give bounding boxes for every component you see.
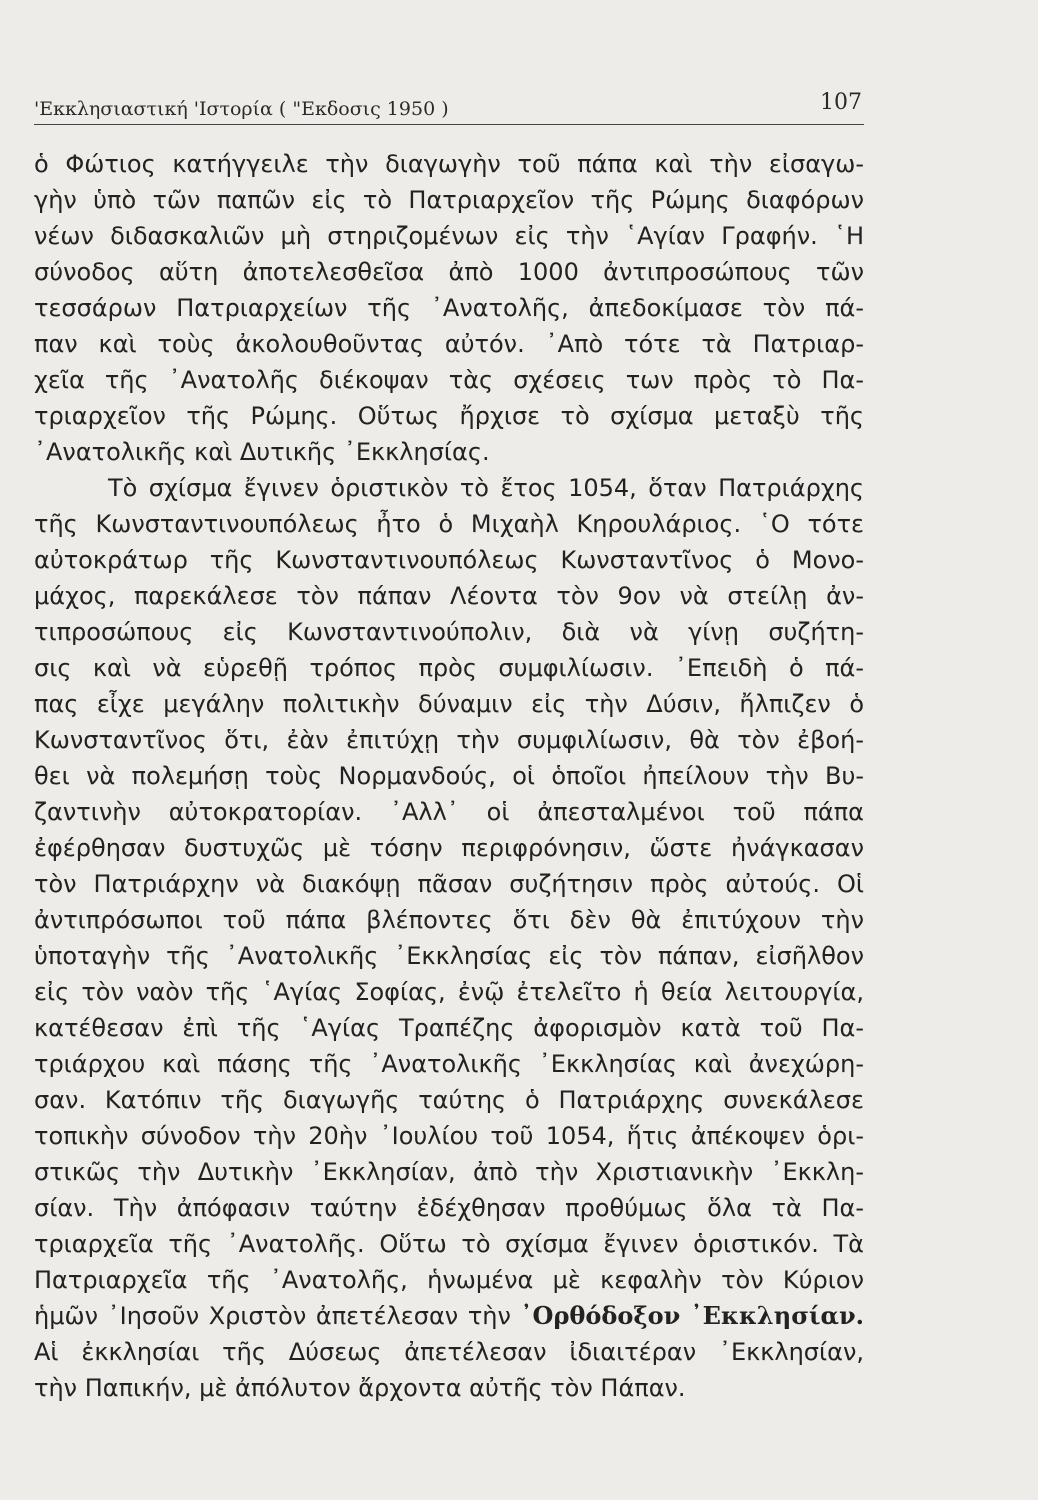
- text-line: αὐτοκράτωρ τῆς Κωνσταντινουπόλεως Κωνσταντῖνος ὁ Μονο-: [34, 546, 864, 574]
- text-span: ἡμῶν ᾿Ιησοῦν Χριστὸν ἀπετέλεσαν τὴν: [34, 1302, 521, 1330]
- text-line: τριαρχεῖον τῆς Ρώμης. Οὕτως ἤρχισε τὸ σχίσμα μεταξὺ τῆς: [34, 402, 864, 430]
- text-line: τριάρχου καὶ πάσης τῆς ᾿Ανατολικῆς ᾿Εκκλησίας καὶ ἀνεχώρη-: [34, 1050, 864, 1078]
- text-line: ἐφέρθησαν δυστυχῶς μὲ τόσην περιφρόνησιν, ὥστε ἠνάγκασαν: [34, 834, 864, 862]
- text-line: γὴν ὑπὸ τῶν παπῶν εἰς τὸ Πατριαρχεῖον τῆς Ρώμης διαφόρων: [34, 186, 864, 214]
- text-line: σαν. Κατόπιν τῆς διαγωγῆς ταύτης ὁ Πατριάρχης συνεκάλεσε: [34, 1086, 864, 1114]
- text-line: σις καὶ νὰ εὑρεθῇ τρόπος πρὸς συμφιλίωσιν. ᾿Επειδὴ ὁ πά-: [34, 654, 864, 682]
- text-line: ὁ Φώτιος κατήγγειλε τὴν διαγωγὴν τοῦ πάπα καὶ τὴν εἰσαγω-: [34, 150, 864, 178]
- header-rule: [34, 124, 864, 125]
- text-line: τὴν Παπικήν, μὲ ἀπόλυτον ἄρχοντα αὐτῆς τὸν Πάπαν.: [34, 1374, 686, 1402]
- text-line: εἰς τὸν ναὸν τῆς ῾Αγίας Σοφίας, ἐνῷ ἐτελεῖτο ἡ θεία λειτουργία,: [34, 978, 864, 1006]
- text-line: σίαν. Τὴν ἀπόφασιν ταύτην ἐδέχθησαν προθύμως ὅλα τὰ Πα-: [34, 1194, 864, 1222]
- text-line: Κωνσταντῖνος ὅτι, ἐὰν ἐπιτύχῃ τὴν συμφιλίωσιν, θὰ τὸν ἐβοή-: [34, 726, 864, 754]
- text-line: σύνοδος αὕτη ἀποτελεσθεῖσα ἀπὸ 1000 ἀντιπροσώπους τῶν: [34, 258, 864, 286]
- text-line: κατέθεσαν ἐπὶ τῆς ῾Αγίας Τραπέζης ἀφορισμὸν κατὰ τοῦ Πα-: [34, 1014, 864, 1042]
- text-line: ἀντιπρόσωποι τοῦ πάπα βλέποντες ὅτι δὲν θὰ ἐπιτύχουν τὴν: [34, 906, 864, 934]
- text-line: στικῶς τὴν Δυτικὴν ᾿Εκκλησίαν, ἀπὸ τὴν Χριστιανικὴν ᾿Εκκλη-: [34, 1158, 864, 1186]
- text-line: νέων διδασκαλιῶν μὴ στηριζομένων εἰς τὴν ῾Αγίαν Γραφήν. ῾Η: [34, 222, 864, 250]
- text-line: Πατριαρχεῖα τῆς ᾿Ανατολῆς, ἡνωμένα μὲ κεφαλὴν τὸν Κύριον: [34, 1266, 864, 1294]
- text-line: μάχος, παρεκάλεσε τὸν πάπαν Λέοντα τὸν 9ον νὰ στείλῃ ἀν-: [34, 582, 864, 610]
- text-line: ᾿Ανατολικῆς καὶ Δυτικῆς ᾿Εκκλησίας.: [34, 438, 490, 466]
- text-line-with-bold: [34, 1298, 864, 1334]
- text-line: τεσσάρων Πατριαρχείων τῆς ᾿Ανατολῆς, ἀπεδοκίμασε τὸν πά-: [34, 294, 864, 322]
- text-line: παν καὶ τοὺς ἀκολουθοῦντας αὐτόν. ᾿Απὸ τότε τὰ Πατριαρ-: [34, 330, 864, 358]
- text-line: τριαρχεῖα τῆς ᾿Ανατολῆς. Οὕτω τὸ σχίσμα ἔγινεν ὁριστικόν. Τὰ: [34, 1230, 864, 1258]
- text-line: τῆς Κωνσταντινουπόλεως ἦτο ὁ Μιχαὴλ Κηρουλάριος. ῾Ο τότε: [34, 510, 864, 538]
- text-line: τὸν Πατριάρχην νὰ διακόψῃ πᾶσαν συζήτησιν πρὸς αὐτούς. Οἱ: [34, 870, 864, 898]
- text-line: τοπικὴν σύνοδον τὴν 20ὴν ᾿Ιουλίου τοῦ 1054, ἥτις ἀπέκοψεν ὁρι-: [34, 1122, 864, 1150]
- bold-phrase: ᾿Ορθόδοξον ᾿Εκκλησίαν.: [520, 1301, 864, 1330]
- text-line: Αἱ ἐκκλησίαι τῆς Δύσεως ἀπετέλεσαν ἰδιαιτέραν ᾿Εκκλησίαν,: [34, 1338, 864, 1366]
- text-line: πας εἶχε μεγάλην πολιτικὴν δύναμιν εἰς τὴν Δύσιν, ἤλπιζεν ὁ: [34, 690, 864, 718]
- text-line: θει νὰ πολεμήσῃ τοὺς Νορμανδούς, οἱ ὁποῖοι ἠπείλουν τὴν Βυ-: [34, 762, 864, 790]
- page-number: 107: [820, 90, 862, 115]
- text-line: Τὸ σχίσμα ἔγινεν ὁριστικὸν τὸ ἔτος 1054, ὅταν Πατριάρχης: [108, 474, 864, 502]
- running-head: [34, 90, 864, 122]
- running-head-title: 'Εκκλησιαστική 'Ιστορία ( "Εκδοσις 1950 ): [34, 98, 449, 120]
- text-line: χεῖα τῆς ᾿Ανατολῆς διέκοψαν τὰς σχέσεις των πρὸς τὸ Πα-: [34, 366, 864, 394]
- text-line: τιπροσώπους εἰς Κωνσταντινούπολιν, διὰ νὰ γίνῃ συζήτη-: [34, 618, 864, 646]
- text-line: ὑποταγὴν τῆς ᾿Ανατολικῆς ᾿Εκκλησίας εἰς τὸν πάπαν, εἰσῆλθον: [34, 942, 864, 970]
- text-line: ζαντινὴν αὐτοκρατορίαν. ᾿Αλλ᾿ οἱ ἀπεσταλμένοι τοῦ πάπα: [34, 798, 864, 826]
